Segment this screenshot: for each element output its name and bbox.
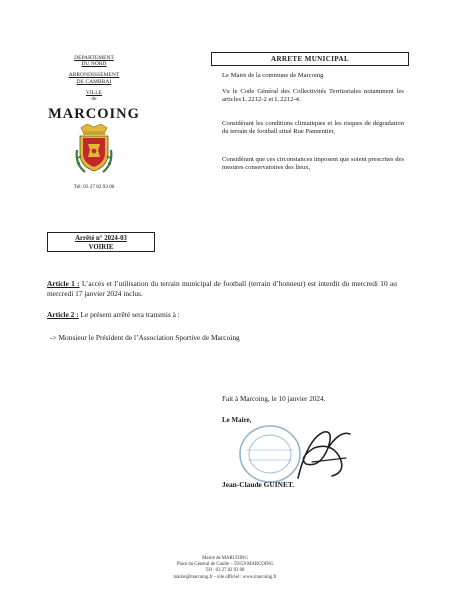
article-2 <box>47 310 397 320</box>
legal-reference: Vu le Code Général des Collectivités Territoriales notamment les articles L 2212-2 et L 2212-4. <box>222 88 404 103</box>
considerant-1: Considérant les conditions climatiques et les risques de dégradation du terrain de football situé Rue Pannentier, <box>222 120 404 135</box>
recipient-line: -> Monsieur le Président de l’Association Sportive de Marcoing <box>50 333 240 342</box>
footer-line: Tél : 03 27 82 93 00 <box>205 568 245 574</box>
signatory-name: Jean-Claude GUINET. <box>222 480 295 489</box>
ville-de: de <box>91 96 97 103</box>
arrondissement-line-1: ARRONDISSEMENT <box>68 72 120 79</box>
article-2-text: Le présent arrêté sera transmis à : <box>80 310 180 319</box>
department-line-1: DEPARTEMENT <box>74 55 114 61</box>
footer <box>120 556 330 581</box>
footer-line: Mairie de MARCOING <box>202 556 248 561</box>
footer-line: mairie@marcoing.fr – site officiel : www.marcoing.fr <box>173 574 277 580</box>
arrete-reference-box <box>47 232 155 252</box>
mayor-intro: Le Maire de la commune de Marcoing <box>222 72 324 79</box>
arrete-subject: VOIRIE <box>88 244 114 251</box>
article-1-label: Article 1 : <box>47 279 80 288</box>
footer-line: Place du Général de Gaulle – 59159 MARCOING <box>176 562 274 568</box>
article-1 <box>47 279 397 298</box>
document-title: ARRETE MUNICIPAL <box>211 52 409 66</box>
town-crest-icon <box>75 124 113 176</box>
town-name: MARCOING <box>48 106 140 122</box>
article-2-label: Article 2 : <box>47 310 79 319</box>
issuer-block <box>40 55 148 102</box>
signatory-title: Le Maire, <box>222 416 252 424</box>
ville-label: VILLE <box>85 89 103 96</box>
article-1-text: L’accès et l’utilisation du terrain municipal de football (terrain d’honneur) est interdit du mercredi 10 au mercredi 17 janvier 2024 inclus. <box>47 279 397 298</box>
arrete-number: Arrêté n° 2024-03 <box>75 235 127 242</box>
phone-number: Tél: 03 27 82 93 00 <box>73 184 115 190</box>
considerant-2: Considérant que ces circonstances imposent que soient prescrites des mesures conservatoires des lieux, <box>222 156 405 171</box>
arrondissement-line-2: DE CAMBRAI <box>76 78 112 85</box>
place-date: Fait à Marcoing, le 10 janvier 2024. <box>222 395 326 403</box>
department-line-2: DU NORD <box>81 61 107 68</box>
